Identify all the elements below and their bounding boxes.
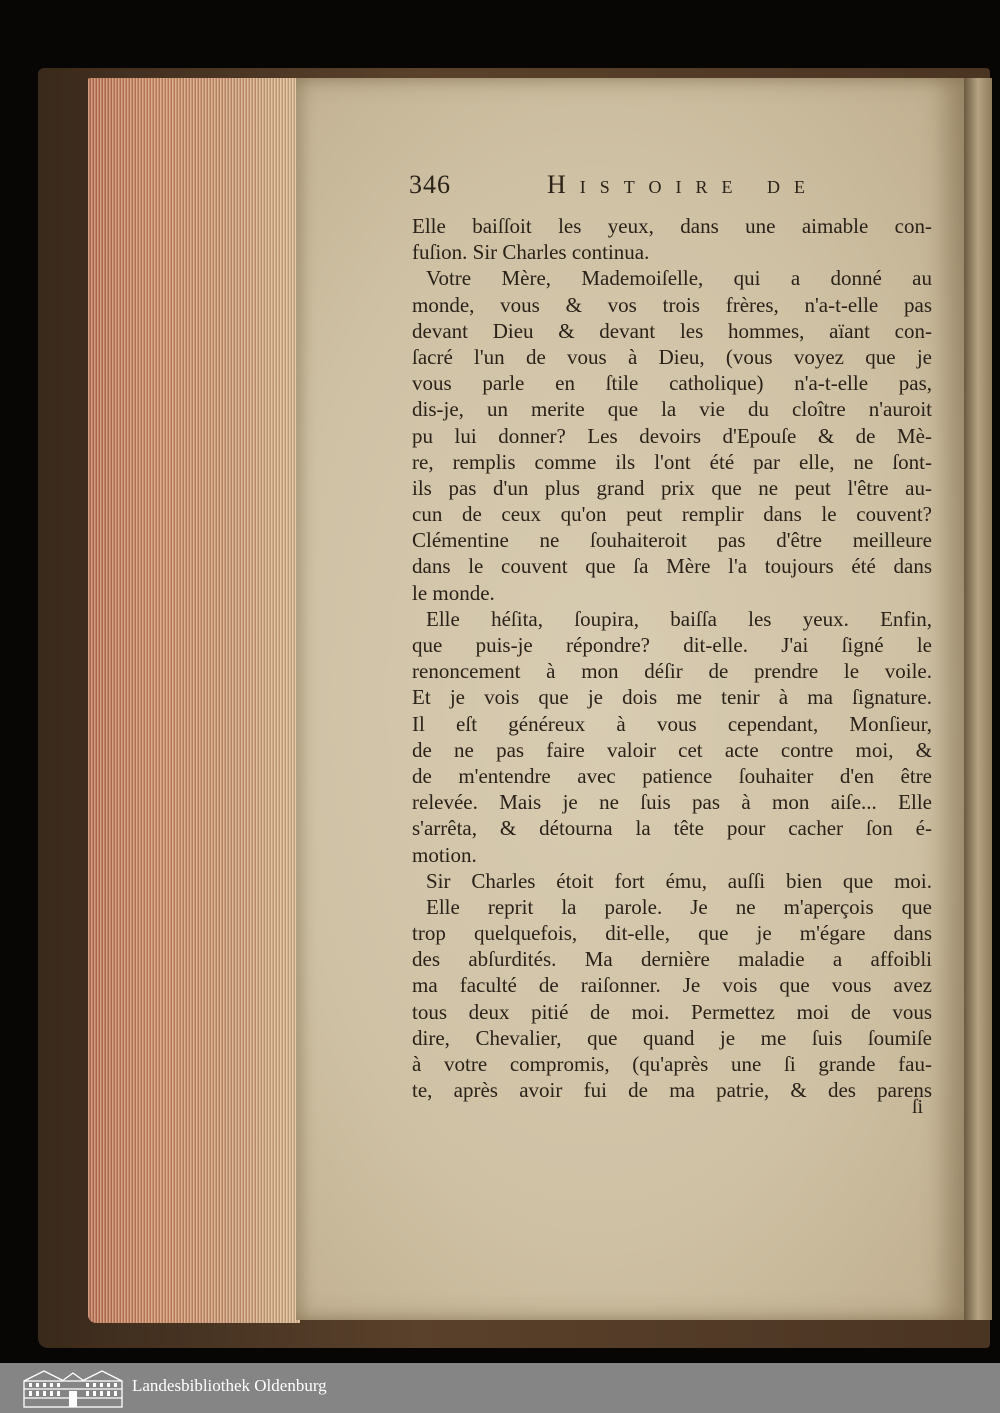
text-line: Sir Charles étoit fort ému, auſſi bien que moi. <box>426 868 932 893</box>
text-block <box>412 213 932 1103</box>
text-line: ils pas d'un plus grand prix que ne peut l'être au- <box>412 475 932 500</box>
facing-page-edge <box>964 78 992 1320</box>
text-line: te, après avoir fui de ma patrie, & des parens <box>412 1078 932 1103</box>
text-line: dans le couvent que ſa Mère l'a toujours été dans <box>412 554 932 579</box>
text-line: Votre Mère, Mademoiſelle, qui a donné au <box>426 266 932 291</box>
text-line: de ne pas faire valoir cet acte contre moi, & <box>412 737 932 762</box>
text-line: fuſion. Sir Charles continua. <box>412 240 650 265</box>
text-line: relevée. Mais je ne ſuis pas à mon aiſe... Elle <box>412 790 932 815</box>
text-line: le monde. <box>412 580 495 605</box>
text-line: à votre compromis, (qu'après une ſi grande fau- <box>412 1052 932 1076</box>
text-line: ſacré l'un de vous à Dieu, (vous voyez que je <box>412 344 932 369</box>
text-line: pu lui donner? Les devoirs d'Epouſe & de Mè- <box>412 423 932 448</box>
text-line: des abſurdités. Ma dernière maladie a affoibli <box>412 947 932 972</box>
page-number: 346 <box>409 170 451 199</box>
library-logo-icon <box>22 1367 124 1409</box>
text-line: Clémentine ne ſouhaiteroit pas d'être meilleure <box>412 528 932 553</box>
text-line: Elle baiſſoit les yeux, dans une aimable con- <box>412 214 932 238</box>
text-line: s'arrêta, & détourna la tête pour cacher ſon é- <box>412 816 932 841</box>
text-line: vous parle en ſtile catholique) n'a-t-elle pas, <box>412 371 932 396</box>
library-name: Landesbibliothek Oldenburg <box>132 1376 327 1395</box>
text-line: ma faculté de raiſonner. Je vois que vous avez <box>412 973 932 998</box>
text-line: devant Dieu & devant les hommes, aïant con- <box>412 318 932 343</box>
header-title: Histoire de <box>547 170 819 199</box>
text-line: dis-je, un merite que la vie du cloître n'auroit <box>412 397 932 422</box>
text-line: renoncement à mon déſir de prendre le voile. <box>412 659 932 684</box>
text-line: Elle héſita, ſoupira, baiſſa les yeux. Enfin, <box>426 606 932 631</box>
text-line: trop quelquefois, dit-elle, que je m'égare dans <box>412 921 932 946</box>
text-line: monde, vous & vos trois frères, n'a-t-elle pas <box>412 292 932 317</box>
text-line: que puis-je répondre? dit-elle. J'ai ſigné le <box>412 633 932 657</box>
text-line: Et je vois que je dois me tenir à ma ſignature. <box>412 685 932 710</box>
text-line: motion. <box>412 842 477 867</box>
page-edges <box>88 78 300 1323</box>
running-head <box>409 170 929 204</box>
text-line: cun de ceux qu'on peut remplir dans le couvent? <box>412 502 932 527</box>
footer-bar <box>0 1363 1000 1413</box>
text-line: re, remplis comme ils l'ont été par elle, ne ſont- <box>412 449 932 474</box>
text-line: tous deux pitié de moi. Permettez moi de vous <box>412 999 932 1024</box>
catchword: ſi <box>912 1096 924 1118</box>
text-line: Elle reprit la parole. Je ne m'aperçois que <box>426 894 932 919</box>
text-line: Il eſt généreux à vous cependant, Monſieur, <box>412 711 932 736</box>
text-line: dire, Chevalier, que quand je me ſuis ſoumiſe <box>412 1025 932 1050</box>
text-line: de m'entendre avec patience ſouhaiter d'en être <box>412 763 932 788</box>
